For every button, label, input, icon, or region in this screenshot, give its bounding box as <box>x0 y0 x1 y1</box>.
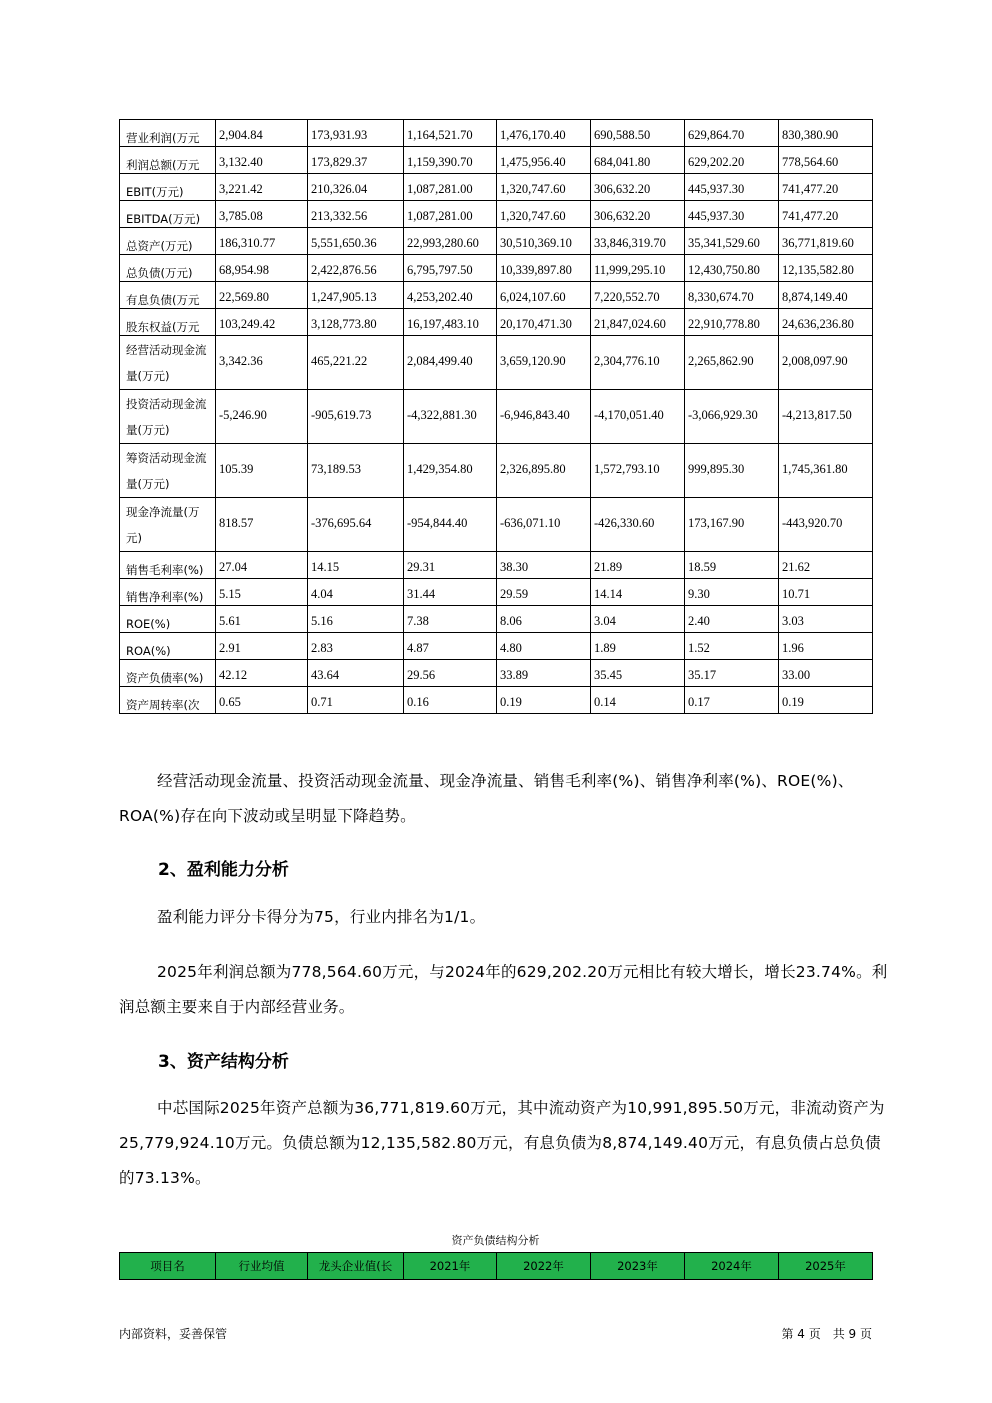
header-cell: 龙头企业值(长 <box>308 1253 404 1280</box>
table-cell: -4,322,881.30 <box>404 390 497 444</box>
table-row <box>120 579 873 606</box>
table-cell: 1,429,354.80 <box>404 444 497 498</box>
table-cell: 830,380.90 <box>779 120 873 147</box>
table-row <box>120 552 873 579</box>
table-cell: 0.17 <box>685 687 779 714</box>
table-cell: 0.71 <box>308 687 404 714</box>
table-row <box>120 390 873 444</box>
header-cell: 项目名 <box>120 1253 216 1280</box>
profit-growth-paragraph: 2025年利润总额为778,564.60万元，与2024年的629,202.20万元相比有较大增长，增长23.74%。利润总额主要来自于内部经营业务。 <box>119 963 888 1016</box>
table-cell: 33,846,319.70 <box>591 228 685 255</box>
header-cell: 行业均值 <box>216 1253 308 1280</box>
table-cell: -6,946,843.40 <box>497 390 591 444</box>
table-cell: 21.62 <box>779 552 873 579</box>
row-label: 有息负债(万元 <box>120 282 216 309</box>
asset-structure-paragraph: 中芯国际2025年资产总额为36,771,819.60万元，其中流动资产为10,991,895.50万元，非流动资产为25,779,924.10万元。负债总额为12,135,582.80万元，有息负债为8,874,149.40万元，有息负债占总负债的73.13%。 <box>119 1099 885 1187</box>
table-cell: 2,265,862.90 <box>685 336 779 390</box>
table-cell: 1,159,390.70 <box>404 147 497 174</box>
table-cell: 24,636,236.80 <box>779 309 873 336</box>
table-cell: 684,041.80 <box>591 147 685 174</box>
table-cell: 4,253,202.40 <box>404 282 497 309</box>
table-cell: 2,326,895.80 <box>497 444 591 498</box>
table-cell: 18.59 <box>685 552 779 579</box>
table-cell: 2,084,499.40 <box>404 336 497 390</box>
table-cell: 173,931.93 <box>308 120 404 147</box>
table-cell: 73,189.53 <box>308 444 404 498</box>
row-label: 资产负债率(%) <box>120 660 216 687</box>
row-label: 销售净利率(%) <box>120 579 216 606</box>
table-cell: 4.87 <box>404 633 497 660</box>
table-cell: -3,066,929.30 <box>685 390 779 444</box>
table-cell: 103,249.42 <box>216 309 308 336</box>
table-cell: 12,430,750.80 <box>685 255 779 282</box>
table-cell: 0.19 <box>779 687 873 714</box>
table-cell: 1,572,793.10 <box>591 444 685 498</box>
table-cell: 27.04 <box>216 552 308 579</box>
table-cell: 20,170,471.30 <box>497 309 591 336</box>
table-row <box>120 444 873 498</box>
financial-metrics-table <box>119 119 873 714</box>
table-row <box>120 255 873 282</box>
table-cell: 0.14 <box>591 687 685 714</box>
header-cell: 2024年 <box>685 1253 779 1280</box>
table-cell: 5,551,650.36 <box>308 228 404 255</box>
table-cell: 2.91 <box>216 633 308 660</box>
footer-page-number: 第 4 页 共 9 页 <box>781 1327 872 1341</box>
table-cell: 445,937.30 <box>685 201 779 228</box>
table-cell: 213,332.56 <box>308 201 404 228</box>
table-cell: 8.06 <box>497 606 591 633</box>
table-cell: 1.89 <box>591 633 685 660</box>
table-cell: -905,619.73 <box>308 390 404 444</box>
table-cell: 22,569.80 <box>216 282 308 309</box>
table-cell: 36,771,819.60 <box>779 228 873 255</box>
table-row <box>120 687 873 714</box>
table-cell: 173,829.37 <box>308 147 404 174</box>
table-cell: 173,167.90 <box>685 498 779 552</box>
table-cell: -636,071.10 <box>497 498 591 552</box>
row-label: 营业利润(万元 <box>120 120 216 147</box>
table-cell: 778,564.60 <box>779 147 873 174</box>
profitability-score-paragraph: 盈利能力评分卡得分为75，行业内排名为1/1。 <box>157 908 486 926</box>
row-label: 销售毛利率(%) <box>120 552 216 579</box>
header-cell: 2025年 <box>779 1253 873 1280</box>
table-cell: -426,330.60 <box>591 498 685 552</box>
table-row <box>120 633 873 660</box>
table-cell: 1,087,281.00 <box>404 201 497 228</box>
row-label: 经营活动现金流量(万元) <box>120 336 216 390</box>
row-label: 筹资活动现金流量(万元) <box>120 444 216 498</box>
table-cell: 741,477.20 <box>779 201 873 228</box>
table-cell: 0.65 <box>216 687 308 714</box>
table-cell: 2,422,876.56 <box>308 255 404 282</box>
table-cell: 3,785.08 <box>216 201 308 228</box>
table-cell: 690,588.50 <box>591 120 685 147</box>
table-cell: 2,904.84 <box>216 120 308 147</box>
table-cell: 42.12 <box>216 660 308 687</box>
table-cell: 29.31 <box>404 552 497 579</box>
table-cell: 3,659,120.90 <box>497 336 591 390</box>
table-cell: 21.89 <box>591 552 685 579</box>
table-row <box>120 120 873 147</box>
table-cell: 2.40 <box>685 606 779 633</box>
table-cell: 3,132.40 <box>216 147 308 174</box>
balance-table-caption: 资产负债结构分析 <box>451 1234 540 1247</box>
table-cell: 629,864.70 <box>685 120 779 147</box>
header-cell: 2021年 <box>404 1253 497 1280</box>
table-row <box>120 147 873 174</box>
table-cell: 7.38 <box>404 606 497 633</box>
table-cell: 1.52 <box>685 633 779 660</box>
row-label: ROA(%) <box>120 633 216 660</box>
row-label: 利润总额(万元 <box>120 147 216 174</box>
table-cell: 38.30 <box>497 552 591 579</box>
table-cell: 3,342.36 <box>216 336 308 390</box>
table-row <box>120 282 873 309</box>
footer-confidential: 内部资料，妥善保管 <box>119 1327 228 1341</box>
table-cell: 9.30 <box>685 579 779 606</box>
row-label: EBITDA(万元) <box>120 201 216 228</box>
trend-paragraph: 经营活动现金流量、投资活动现金流量、现金净流量、销售毛利率(%)、销售净利率(%)、ROE(%)、ROA(%)存在向下波动或呈明显下降趋势。 <box>119 772 854 825</box>
table-cell: 5.61 <box>216 606 308 633</box>
table-cell: -4,213,817.50 <box>779 390 873 444</box>
table-cell: -5,246.90 <box>216 390 308 444</box>
table-cell: 1,476,170.40 <box>497 120 591 147</box>
table-cell: 818.57 <box>216 498 308 552</box>
table-cell: 4.04 <box>308 579 404 606</box>
table-cell: 1,087,281.00 <box>404 174 497 201</box>
balance-structure-table <box>119 1252 873 1280</box>
table-cell: 22,910,778.80 <box>685 309 779 336</box>
table-cell: 210,326.04 <box>308 174 404 201</box>
balance-table-header-row <box>120 1253 873 1280</box>
table-cell: 33.89 <box>497 660 591 687</box>
table-cell: 1,320,747.60 <box>497 174 591 201</box>
table-cell: 10,339,897.80 <box>497 255 591 282</box>
table-cell: 1,164,521.70 <box>404 120 497 147</box>
row-label: 投资活动现金流量(万元) <box>120 390 216 444</box>
table-cell: 4.80 <box>497 633 591 660</box>
table-cell: 105.39 <box>216 444 308 498</box>
table-cell: -4,170,051.40 <box>591 390 685 444</box>
table-cell: 43.64 <box>308 660 404 687</box>
table-cell: 1,320,747.60 <box>497 201 591 228</box>
table-row <box>120 309 873 336</box>
table-cell: 14.15 <box>308 552 404 579</box>
table-cell: 30,510,369.10 <box>497 228 591 255</box>
table-cell: 11,999,295.10 <box>591 255 685 282</box>
table-cell: 629,202.20 <box>685 147 779 174</box>
table-cell: 35.17 <box>685 660 779 687</box>
table-row <box>120 336 873 390</box>
table-cell: 16,197,483.10 <box>404 309 497 336</box>
section-heading-profitability: 2、盈利能力分析 <box>158 860 289 880</box>
row-label: 总资产(万元) <box>120 228 216 255</box>
table-cell: -954,844.40 <box>404 498 497 552</box>
table-cell: 14.14 <box>591 579 685 606</box>
row-label: 资产周转率(次 <box>120 687 216 714</box>
table-cell: 2.83 <box>308 633 404 660</box>
table-cell: 465,221.22 <box>308 336 404 390</box>
table-cell: 186,310.77 <box>216 228 308 255</box>
table-cell: 3,221.42 <box>216 174 308 201</box>
table-cell: 1.96 <box>779 633 873 660</box>
table-cell: -443,920.70 <box>779 498 873 552</box>
table-cell: 10.71 <box>779 579 873 606</box>
table-cell: 5.15 <box>216 579 308 606</box>
table-cell: 5.16 <box>308 606 404 633</box>
row-label: 总负债(万元) <box>120 255 216 282</box>
table-row <box>120 228 873 255</box>
table-row <box>120 660 873 687</box>
table-row <box>120 174 873 201</box>
table-cell: 306,632.20 <box>591 174 685 201</box>
table-cell: -376,695.64 <box>308 498 404 552</box>
table-row <box>120 606 873 633</box>
row-label: 股东权益(万元 <box>120 309 216 336</box>
row-label: ROE(%) <box>120 606 216 633</box>
table-cell: 8,874,149.40 <box>779 282 873 309</box>
table-cell: 8,330,674.70 <box>685 282 779 309</box>
table-cell: 35,341,529.60 <box>685 228 779 255</box>
row-label: EBIT(万元) <box>120 174 216 201</box>
table-cell: 6,024,107.60 <box>497 282 591 309</box>
table-cell: 0.16 <box>404 687 497 714</box>
table-row <box>120 498 873 552</box>
table-cell: 1,475,956.40 <box>497 147 591 174</box>
header-cell: 2023年 <box>591 1253 685 1280</box>
table-cell: 3,128,773.80 <box>308 309 404 336</box>
table-cell: 22,993,280.60 <box>404 228 497 255</box>
table-row <box>120 201 873 228</box>
table-cell: 999,895.30 <box>685 444 779 498</box>
table-cell: 31.44 <box>404 579 497 606</box>
table-cell: 12,135,582.80 <box>779 255 873 282</box>
table-cell: 21,847,024.60 <box>591 309 685 336</box>
table-cell: 741,477.20 <box>779 174 873 201</box>
table-cell: 445,937.30 <box>685 174 779 201</box>
table-cell: 29.59 <box>497 579 591 606</box>
row-label: 现金净流量(万元) <box>120 498 216 552</box>
table-cell: 29.56 <box>404 660 497 687</box>
table-cell: 2,008,097.90 <box>779 336 873 390</box>
table-cell: 306,632.20 <box>591 201 685 228</box>
table-cell: 7,220,552.70 <box>591 282 685 309</box>
table-cell: 1,745,361.80 <box>779 444 873 498</box>
table-cell: 33.00 <box>779 660 873 687</box>
table-cell: 3.04 <box>591 606 685 633</box>
table-cell: 2,304,776.10 <box>591 336 685 390</box>
table-cell: 6,795,797.50 <box>404 255 497 282</box>
table-cell: 0.19 <box>497 687 591 714</box>
table-cell: 35.45 <box>591 660 685 687</box>
table-cell: 68,954.98 <box>216 255 308 282</box>
table-cell: 3.03 <box>779 606 873 633</box>
table-cell: 1,247,905.13 <box>308 282 404 309</box>
section-heading-asset-structure: 3、资产结构分析 <box>158 1052 289 1072</box>
header-cell: 2022年 <box>497 1253 591 1280</box>
